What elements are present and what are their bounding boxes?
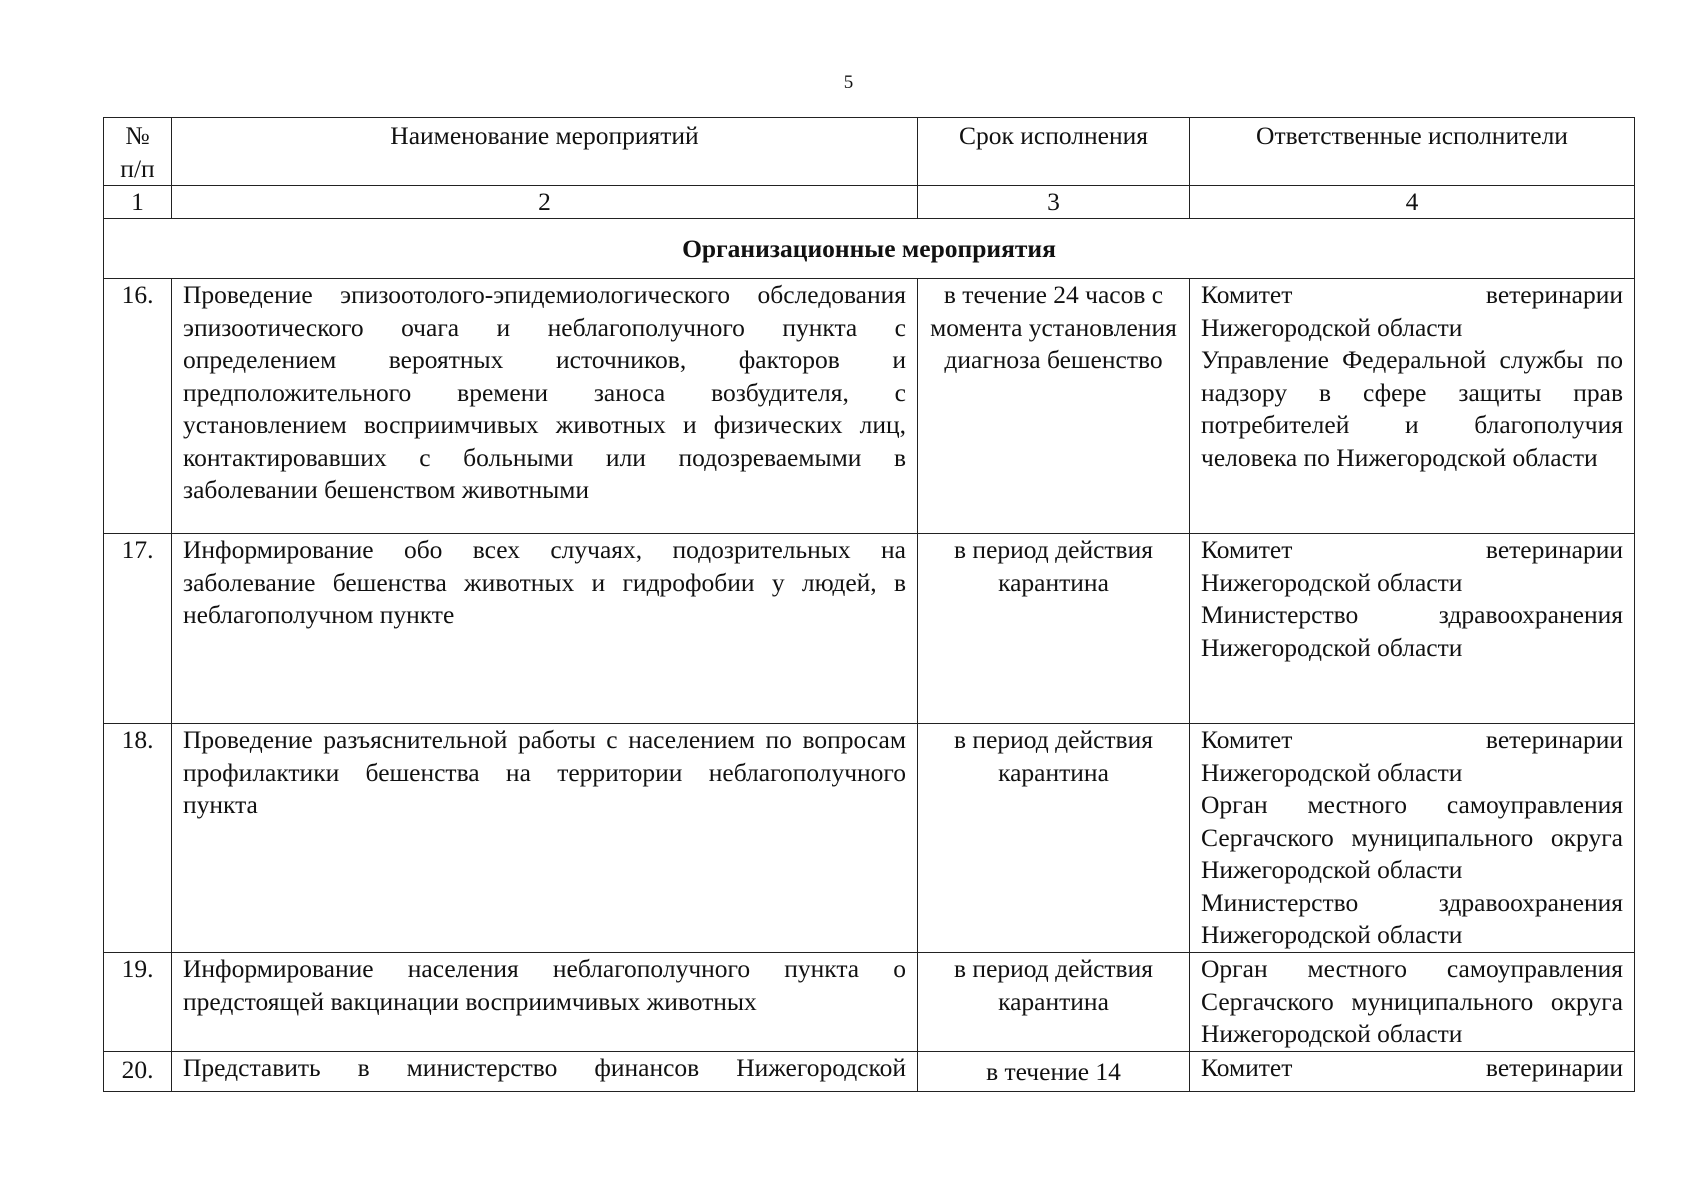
section-title: Организационные мероприятия [104, 219, 1635, 279]
responsible-line: Нижегородской области [1201, 757, 1463, 787]
column-numbering-row [104, 186, 1635, 219]
column-number: 4 [1190, 186, 1635, 219]
row-number: 17. [104, 534, 172, 724]
header-deadline: Срок исполнения [918, 118, 1190, 186]
table-row [104, 1051, 1635, 1091]
responsible-line: Комитет ветеринарии [1201, 280, 1623, 309]
column-number: 1 [104, 186, 172, 219]
responsible-line: Орган местного самоуправления Сергачского муниципального округа Нижегородской области [1201, 790, 1623, 884]
responsible-line: Управление Федеральной службы по надзору в сфере защиты прав потребителей и благополучия человека по Нижегородской области [1201, 345, 1623, 472]
responsible-line: Нижегородской области [1201, 312, 1463, 342]
deadline: в период действия карантина [918, 724, 1190, 953]
responsible-executors [1190, 1051, 1635, 1091]
responsible-line: Комитет ветеринарии [1201, 725, 1623, 754]
responsible-executors [1190, 724, 1635, 953]
measure-name: Проведение эпизоотолого-эпидемиологического обследования эпизоотического очага и неблагополучного пункта с определением вероятных источников, факторов и предположительного времени заноса возбудителя, с установлением восприимчивых животных и физических лиц, контактировавших с больными или подозреваемыми в заболевании бешенством животными [172, 279, 918, 534]
table-row [104, 534, 1635, 724]
responsible-line: Министерство здравоохранения [1201, 887, 1623, 917]
measure-name: Информирование обо всех случаях, подозрительных на заболевание бешенства животных и гидрофобии у людей, в неблагополучном пункте [172, 534, 918, 724]
responsible-executors [1190, 279, 1635, 534]
responsible-line: Нижегородской области [1201, 567, 1463, 597]
column-number: 2 [172, 186, 918, 219]
section-row [104, 219, 1635, 279]
measure-name: Представить в министерство финансов Нижегородской [172, 1051, 918, 1091]
header-measure-name: Наименование мероприятий [172, 118, 918, 186]
column-number: 3 [918, 186, 1190, 219]
responsible-line: Комитет ветеринарии [1201, 1052, 1623, 1082]
responsible-executors [1190, 534, 1635, 724]
deadline: в период действия карантина [918, 534, 1190, 724]
measures-table [103, 117, 1635, 1092]
header-number: № п/п [104, 118, 172, 186]
table-row [104, 279, 1635, 534]
table-row [104, 953, 1635, 1052]
row-number: 20. [104, 1051, 172, 1091]
table-row [104, 724, 1635, 953]
responsible-executors [1190, 953, 1635, 1052]
table-header-row [104, 118, 1635, 186]
measure-name: Информирование населения неблагополучного пункта о предстоящей вакцинации восприимчивых животных [172, 953, 918, 1052]
responsible-line: Нижегородской области [1201, 920, 1463, 949]
row-number: 16. [104, 279, 172, 534]
page-number: 5 [843, 72, 854, 93]
row-number: 18. [104, 724, 172, 953]
responsible-line: Нижегородской области [1201, 632, 1463, 662]
responsible-line: Орган местного самоуправления Сергачского муниципального округа Нижегородской области [1201, 954, 1623, 1048]
responsible-line: Министерство здравоохранения [1201, 600, 1623, 629]
header-responsible: Ответственные исполнители [1190, 118, 1635, 186]
deadline: в течение 24 часов с момента установления диагноза бешенство [918, 279, 1190, 534]
deadline: в период действия карантина [918, 953, 1190, 1052]
responsible-line: Комитет ветеринарии [1201, 535, 1623, 564]
row-number: 19. [104, 953, 172, 1052]
measure-name: Проведение разъяснительной работы с населением по вопросам профилактики бешенства на территории неблагополучного пункта [172, 724, 918, 953]
deadline: в течение 14 [918, 1051, 1190, 1091]
